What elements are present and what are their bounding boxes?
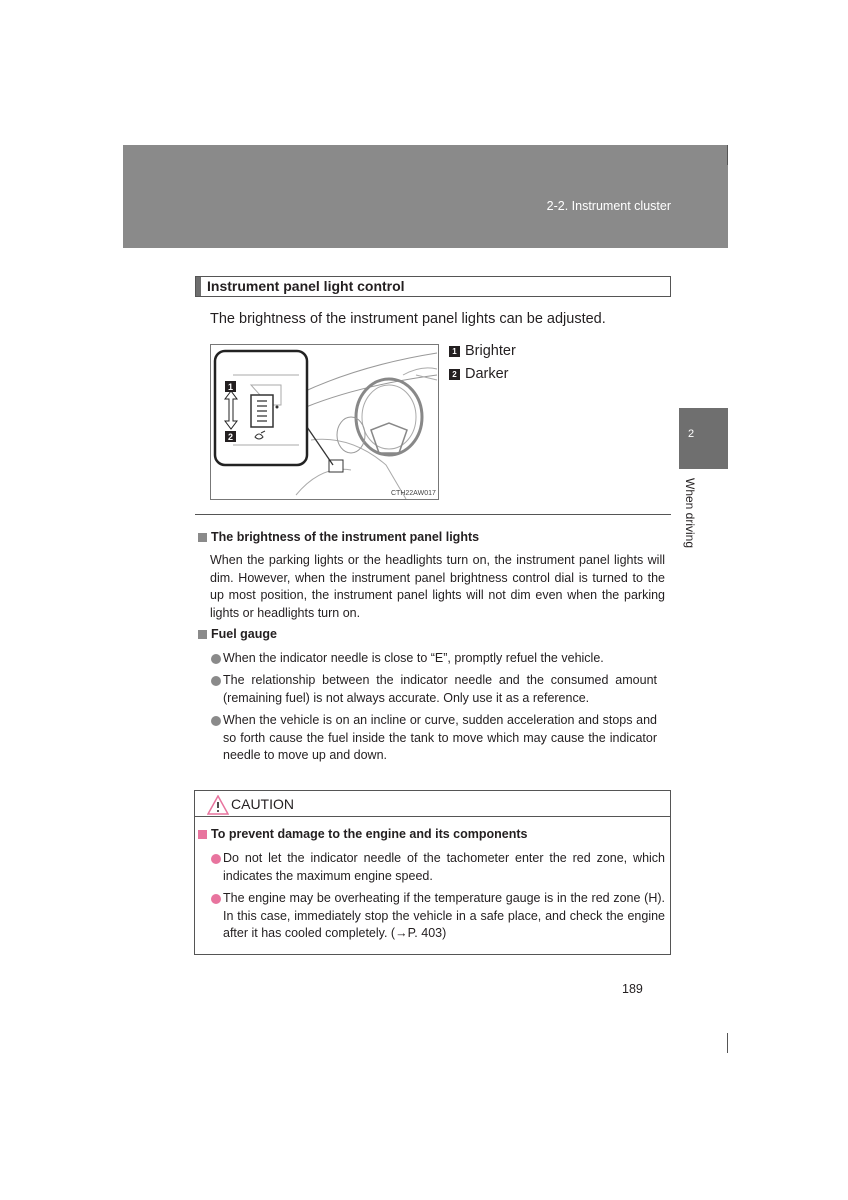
bullet-dot-icon — [211, 894, 221, 904]
title-accent-bar — [196, 277, 201, 296]
caution-title: CAUTION — [231, 796, 294, 812]
section-title-box — [195, 276, 671, 297]
brightness-paragraph: When the parking lights or the headlights turn on, the instrument panel lights will dim. However, when the instrument panel brightness control dial is turned to the up most position, the instrument panel lights will not dim even when the parking lights or headlights turn on. — [210, 553, 665, 620]
figure-label-1: 1 — [227, 382, 234, 392]
header-band — [123, 145, 728, 248]
fuel-bullet-text: When the indicator needle is close to “E”, promptly refuel the vehicle. — [223, 651, 604, 665]
brightness-heading-text: The brightness of the instrument panel lights — [211, 530, 480, 544]
divider — [195, 514, 671, 515]
figure-code: CTH22AW017 — [391, 490, 436, 497]
fuel-bullet-text: The relationship between the indicator needle and the consumed amount (remaining fuel) is not always accurate. Only use it as a reference. — [223, 673, 657, 705]
side-tab-number: 2 — [688, 428, 695, 440]
page-title: Instrument panel light control — [207, 278, 405, 294]
square-bullet-icon — [198, 830, 207, 839]
section-label: 2-2. Instrument cluster — [546, 199, 671, 213]
crop-mark-bottom — [727, 1033, 728, 1053]
legend-number: 2 — [449, 369, 460, 380]
bullet-dot-icon — [211, 716, 221, 726]
fuel-bullet-1 — [211, 650, 657, 668]
legend-text: Darker — [465, 366, 509, 382]
caution-heading-text: To prevent damage to the engine and its components — [211, 827, 528, 841]
square-bullet-icon — [198, 630, 207, 639]
caution-bullet-2 — [211, 890, 665, 943]
bullet-dot-icon — [211, 854, 221, 864]
warning-triangle-icon — [207, 795, 229, 815]
bullet-dot-icon — [211, 676, 221, 686]
caution-bullet-1 — [211, 850, 665, 885]
figure-label-2: 2 — [227, 432, 234, 442]
bullet-dot-icon — [211, 654, 221, 664]
legend-darker — [449, 366, 509, 382]
caution-bullet-text: Do not let the indicator needle of the tachometer enter the red zone, which indicates the maximum engine speed. — [223, 851, 665, 883]
caution-divider — [195, 816, 670, 817]
legend-text: Brighter — [465, 343, 516, 359]
fuel-bullet-3 — [211, 712, 657, 765]
legend-brighter — [449, 343, 516, 359]
fuel-bullet-text: When the vehicle is on an incline or curve, sudden acceleration and stops and so forth cause the fuel inside the tank to move which may cause the indicator needle to move up and down. — [223, 713, 657, 762]
caution-heading — [198, 827, 527, 841]
caution-bullet-text: The engine may be overheating if the temperature gauge is in the red zone (H). In this case, immediately stop the vehicle in a safe place, and check the engine after it has cooled completely. (→P. 403) — [223, 891, 665, 940]
dashboard-drawing — [211, 345, 438, 499]
square-bullet-icon — [198, 533, 207, 542]
side-tab-label: When driving — [683, 478, 697, 549]
intro-text: The brightness of the instrument panel lights can be adjusted. — [210, 311, 606, 327]
fuel-heading — [198, 627, 277, 641]
fuel-heading-text: Fuel gauge — [211, 627, 277, 641]
fuel-bullet-2 — [211, 672, 657, 707]
crop-mark-top — [727, 145, 728, 165]
dashboard-illustration — [210, 344, 439, 500]
legend-number: 1 — [449, 346, 460, 357]
page-number: 189 — [622, 982, 643, 996]
side-tab[interactable] — [679, 408, 728, 469]
brightness-heading — [198, 530, 479, 544]
